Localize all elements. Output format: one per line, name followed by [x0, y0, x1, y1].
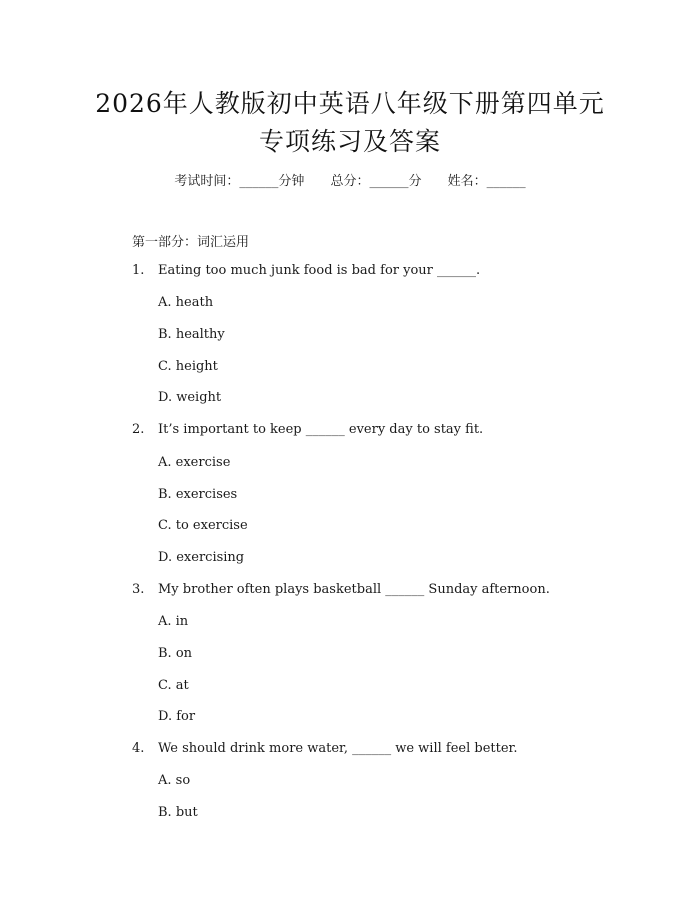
exam-info — [0, 170, 700, 189]
option-c: C. height — [158, 359, 218, 374]
question-number: 1. — [132, 263, 145, 278]
document-title-line-1: 2026年人教版初中英语八年级下册第四单元 — [95, 89, 605, 118]
option-a: A. heath — [158, 295, 214, 310]
document-title-line-2: 专项练习及答案 — [258, 127, 441, 156]
option-c: C. at — [158, 678, 189, 693]
option-d: D. weight — [158, 390, 222, 405]
option-b: B. but — [158, 805, 198, 820]
exam-time-field: 考试时间：______分钟 — [174, 174, 305, 189]
exam-score-field: 总分：______分 — [330, 174, 422, 189]
question-text: We should drink more water, ______ we will feel better. — [158, 741, 518, 756]
option-a: A. exercise — [158, 455, 231, 470]
option-d: D. for — [158, 709, 196, 724]
option-b: B. healthy — [158, 327, 225, 342]
question-text: My brother often plays basketball ______ Sunday afternoon. — [158, 582, 550, 597]
question-number: 3. — [132, 582, 145, 597]
option-a: A. in — [158, 614, 189, 629]
option-d: D. exercising — [158, 550, 245, 565]
question-number: 4. — [132, 741, 145, 756]
section-title: 第一部分：词汇运用 — [132, 235, 250, 250]
option-b: B. on — [158, 646, 193, 661]
option-a: A. so — [158, 773, 191, 788]
question-text: It’s important to keep ______ every day to stay fit. — [158, 422, 484, 437]
question-text: Eating too much junk food is bad for your ______. — [158, 263, 481, 278]
option-c: C. to exercise — [158, 518, 248, 533]
exam-name-field: 姓名：______ — [447, 174, 526, 189]
question-number: 2. — [132, 422, 145, 437]
option-b: B. exercises — [158, 487, 238, 502]
